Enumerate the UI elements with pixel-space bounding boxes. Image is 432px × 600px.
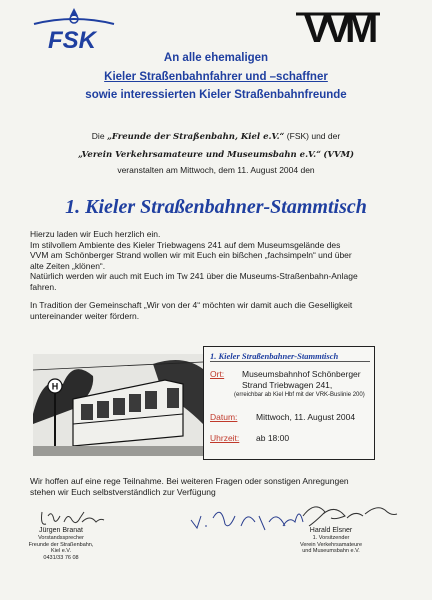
signatory-left-phone: 0431/33 76 08 — [43, 555, 79, 562]
intro-org-fsk-suffix: (FSK) und der — [286, 131, 341, 141]
intro-org-fsk: „Freunde der Straßenbahn, Kiel e.V.“ — [106, 132, 285, 142]
location-value-line-1: Museumsbahnhof Schönberger — [242, 369, 361, 379]
body-line: Hierzu laden wir Euch herzlich ein. — [30, 229, 161, 239]
info-box-title: 1. Kieler Straßenbahner-Stammtisch — [210, 351, 370, 362]
intro-line-3: veranstalten am Mittwoch, dem 11. August 2004 den — [117, 165, 315, 175]
date-label: Datum: — [210, 412, 238, 422]
signatory-left-name: Jürgen Branat — [39, 527, 83, 534]
signatory-left-org-1: Freunde der Straßenbahn, — [28, 541, 94, 548]
intro-line-1 — [0, 131, 432, 142]
header-line-1: An alle ehemaligen — [163, 52, 269, 64]
signatory-right-org-1: Verein Verkehrsamateure — [299, 541, 363, 548]
body-paragraph-1 — [30, 229, 410, 292]
closing-line: stehen wir Euch selbstverständlich zur Verfügung — [30, 486, 216, 497]
body-line: untereinander weiter fördern. — [30, 310, 140, 321]
signature-left-block — [22, 528, 100, 562]
location-label: Ort: — [210, 369, 225, 379]
time-value: ab 18:00 — [256, 433, 290, 443]
time-label: Uhrzeit: — [210, 433, 240, 443]
body-paragraph-2 — [30, 300, 410, 321]
intro-org-vvm-suffix: (VVM) — [323, 150, 355, 160]
body-line: Im stilvollem Ambiente des Kieler Triebwagens 241 auf dem Museumsgelände des — [30, 239, 341, 250]
fsk-logo — [24, 6, 120, 52]
body-line: fahren. — [30, 281, 57, 292]
body-line: In Tradition der Gemeinschaft „Wir von der 4“ möchten wir damit auch die Geselligkeit — [30, 300, 353, 310]
body-line: Natürlich werden wir auch mit Euch im Tw 241 über die Museums-Straßenbahn-Anlage — [30, 271, 358, 281]
signature-right-block — [290, 528, 372, 555]
intro-org-vvm: „Verein Verkehrsamateure und Museumsbahn e.V.“ — [77, 150, 321, 160]
signatory-right-role: 1. Vorsitzender — [312, 534, 350, 541]
intro-die: Die — [91, 131, 105, 141]
signatory-left-org-2: Kiel e.V. — [51, 548, 71, 555]
location-value-line-2: Strand Triebwagen 241, — [242, 380, 333, 390]
signatory-right-org-2: und Museumsbahn e.V. — [302, 548, 360, 555]
body-line: VVM am Schönberger Strand wollen wir mit Euch ein bißchen „fachsimpeln“ und über — [30, 250, 352, 260]
fsk-logo-text: FSK — [48, 27, 96, 52]
event-title: 1. Kieler Straßenbahner-Stammtisch — [65, 196, 367, 218]
signatory-left-role: Vorstandssprecher — [38, 534, 84, 541]
vvm-logo — [290, 6, 386, 46]
signatory-right-name: Harald Elsner — [309, 527, 353, 534]
date-value: Mittwoch, 11. August 2004 — [256, 412, 356, 422]
header-line-3: sowie interessierten Kieler Straßenbahnfreunde — [85, 89, 347, 101]
svg-text:H: H — [51, 381, 59, 392]
event-info-box — [203, 346, 375, 460]
vvm-logo-text: VVM — [303, 7, 373, 46]
closing-line: Wir hoffen auf eine rege Teilnahme. Bei weiteren Fragen oder sonstigen Anregungen — [30, 476, 349, 486]
body-line: alte Zeiten „klönen“. — [30, 260, 106, 271]
header-line-2: Kieler Straßenbahnfahrer und –schaffner — [104, 71, 328, 83]
location-note: (erreichbar ab Kiel Hbf mit der VRK-Buslinie 200) — [234, 392, 365, 398]
tram-photo — [33, 354, 203, 456]
intro-line-2 — [0, 149, 432, 160]
closing-paragraph — [30, 476, 410, 497]
